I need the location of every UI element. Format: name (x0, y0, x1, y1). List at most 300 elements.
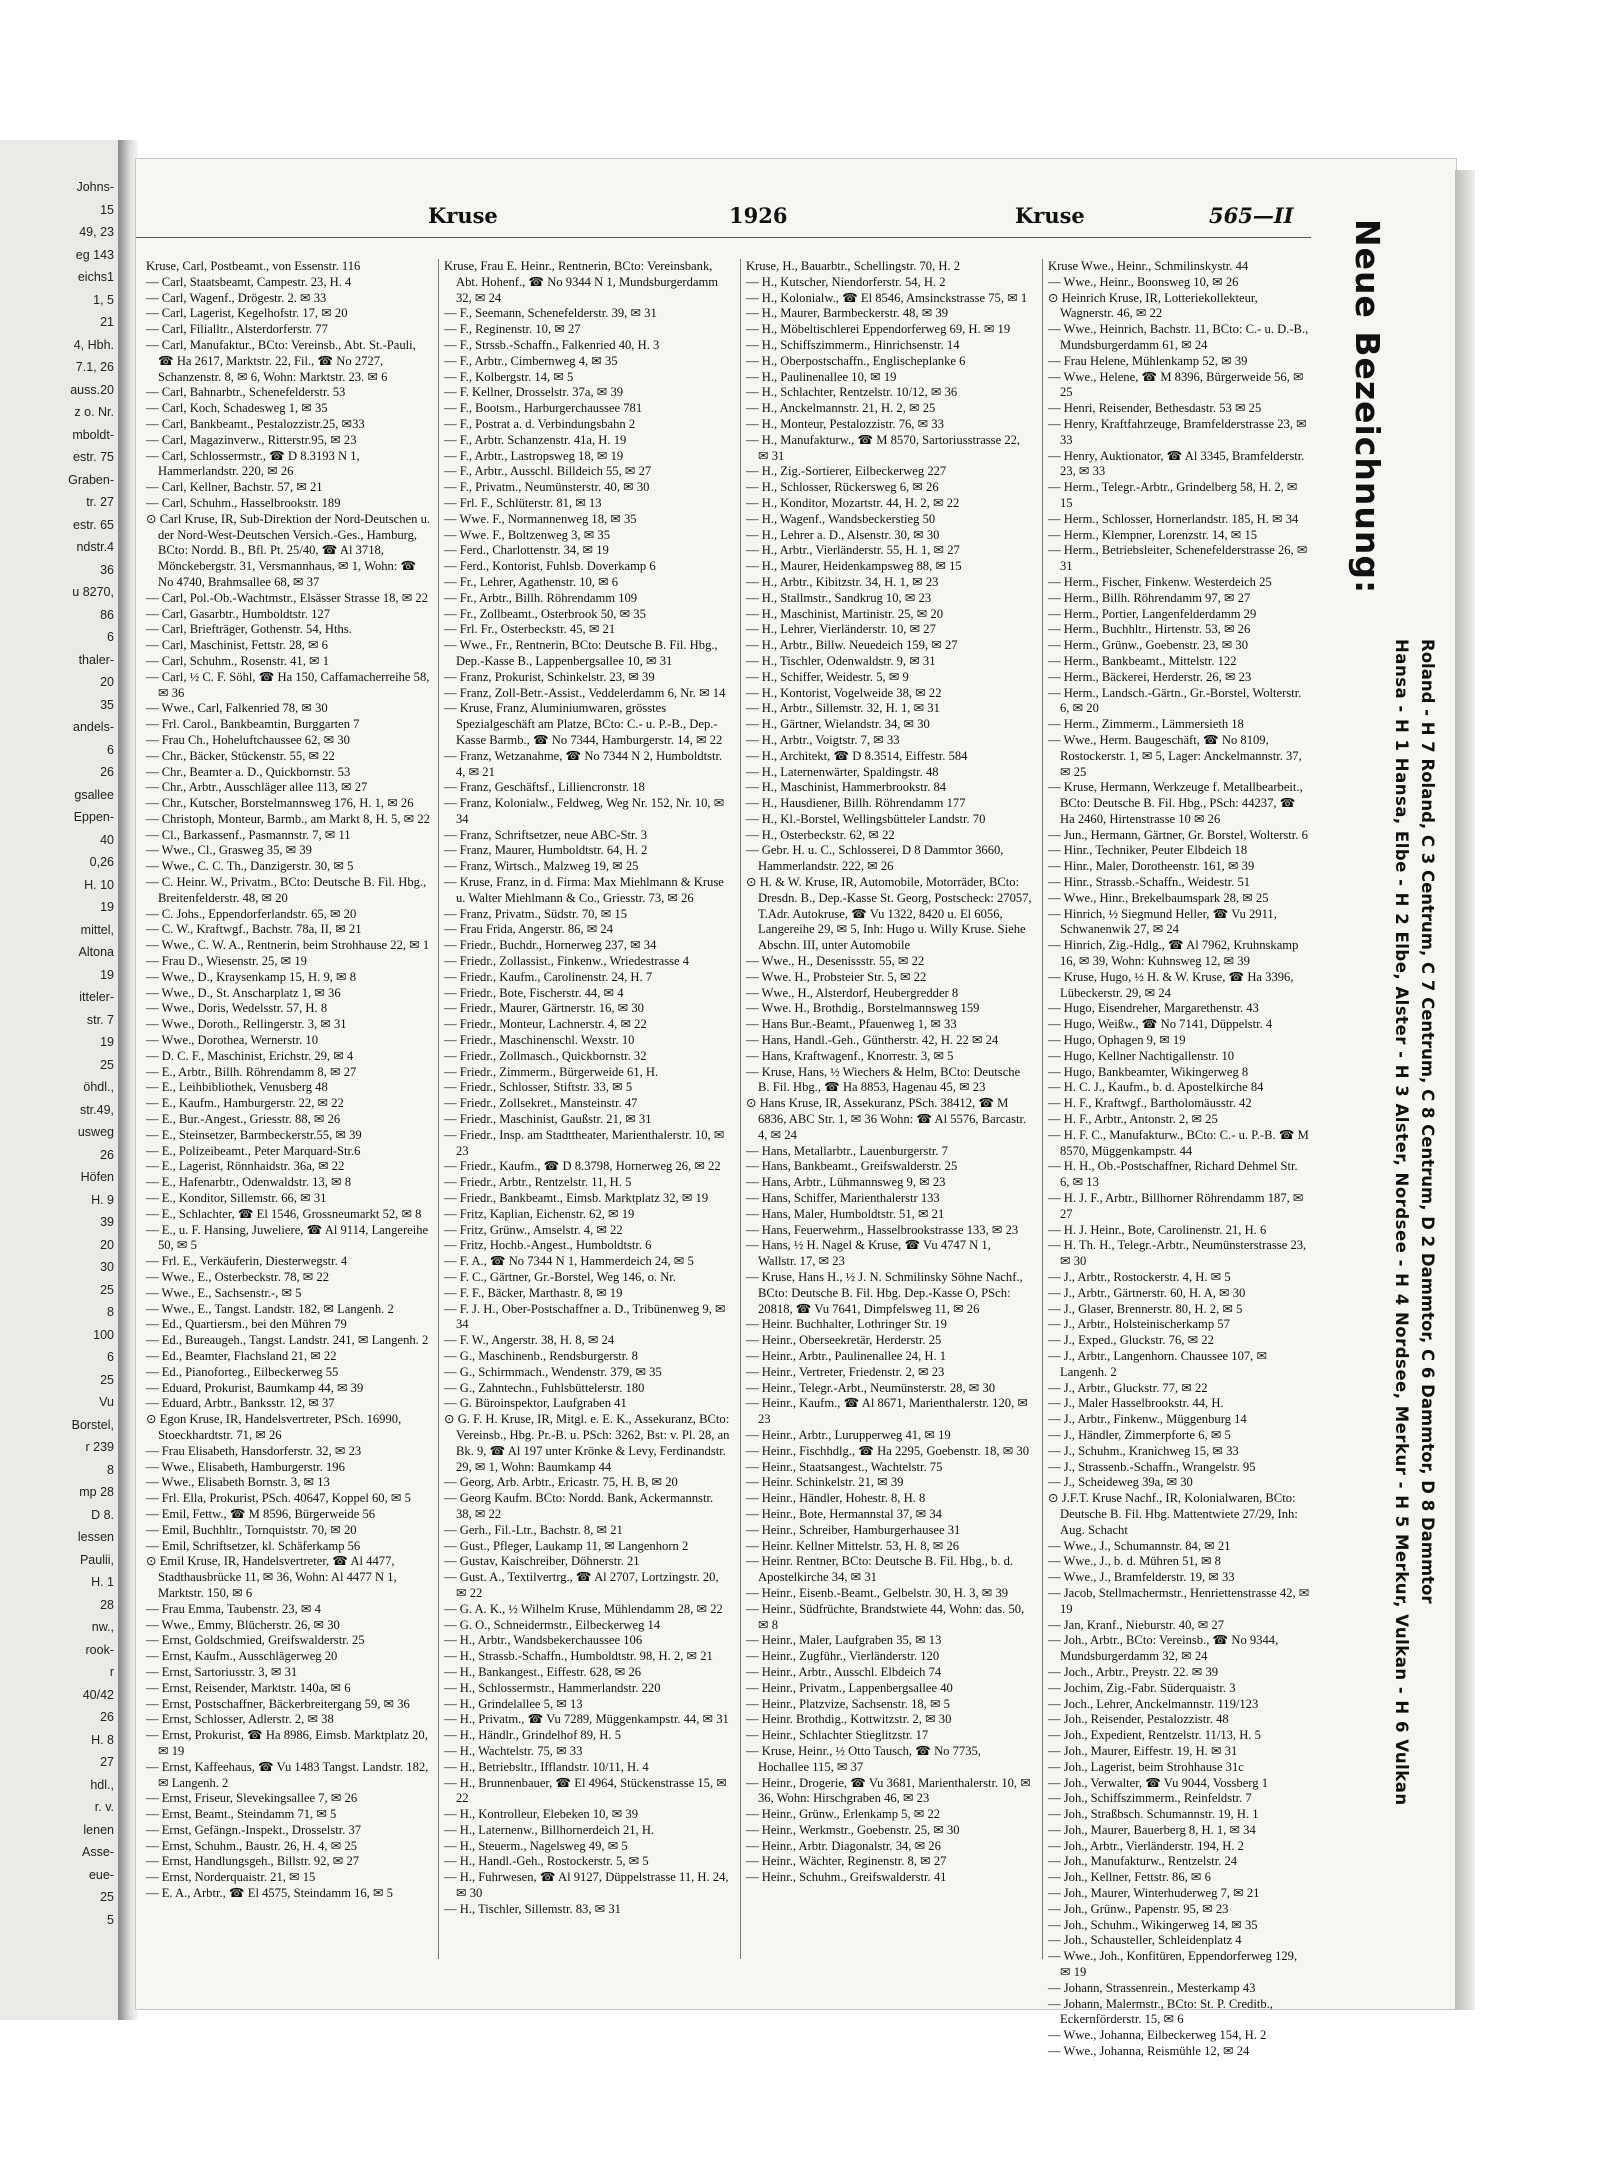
directory-entry: — H. Th. H., Telegr.-Arbtr., Neumünsterstrasse 23, ✉ 30 (1048, 1238, 1307, 1269)
left-page-line: thaler- (78, 652, 114, 667)
directory-entry: — H., Kl.-Borstel, Wellingsbütteler Landstr. 70 (746, 811, 986, 826)
directory-entry: — C. Heinr. W., Privatm., BCto: Deutsche B. Fil. Hbg., Breitenfelderstr. 48, ✉ 20 (146, 875, 427, 905)
directory-entry: — H., Oberpostschaffn., Englischeplanke 6 (746, 353, 966, 368)
directory-entry: — Franz, Schriftsetzer, neue ABC-Str. 3 (444, 827, 648, 842)
header-rule (136, 237, 1311, 238)
directory-entry: — Ferd., Charlottenstr. 34, ✉ 19 (444, 543, 609, 558)
directory-entry: — Wwe., J., Bramfelderstr. 19, ✉ 33 (1048, 1570, 1235, 1585)
left-page-line: H. 9 (91, 1192, 114, 1207)
directory-entry: ⊙ Heinrich Kruse, IR, Lotteriekollekteur, Wagnerstr. 46, ✉ 22 (1048, 290, 1258, 321)
directory-entry: — Carl, Schuhm., Hasselbrookstr. 189 (146, 495, 341, 510)
directory-entry: — Hans, Feuerwehrm., Hasselbrookstrasse 133, ✉ 23 (746, 1222, 1019, 1237)
directory-entry: — Heinr., Maler, Laufgraben 35, ✉ 13 (746, 1633, 942, 1648)
directory-entry: — Heinr., Grünw., Erlenkamp 5, ✉ 22 (746, 1807, 941, 1822)
directory-entry: — H., Privatm., ☎ Vu 7289, Müggenkampstr. 44, ✉ 31 (444, 1712, 729, 1727)
directory-entry: ⊙ G. F. H. Kruse, IR, Mitgl. e. E. K., Assekuranz, BCto: Vereinsb., Hbg. Pr.-B. u. PSch: 3262, Bst: v. Pl. 28, an Bk. 9, ☎ Al 197 unter Krönke & Levy, Ferdinandstr. 29, ✉ 1, Wohn: Baumkamp 44 (444, 1412, 730, 1474)
directory-entry: — Joh., Reisender, Pestalozzistr. 48 (1048, 1712, 1229, 1727)
directory-entry: — Ernst, Kaufm., Ausschlägerweg 20 (146, 1649, 338, 1664)
directory-entry: — Ernst, Norderquaistr. 21, ✉ 15 (146, 1870, 316, 1885)
left-page-line: estr. 65 (73, 517, 114, 532)
directory-entry: — Joh., Verwalter, ☎ Vu 9044, Vossberg 1 (1048, 1775, 1269, 1790)
left-page-line: str.49, (79, 1102, 114, 1117)
directory-entry: — H., Arbtr., Sillemstr. 32, H. 1, ✉ 31 (746, 701, 940, 716)
left-page-line: 20 (100, 675, 114, 689)
left-page-line: 26 (100, 1710, 114, 1724)
directory-entry: — G. O., Schneidermstr., Eilbeckerweg 14 (444, 1617, 661, 1632)
directory-entry: — H., Kontrolleur, Elebeken 10, ✉ 39 (444, 1807, 639, 1822)
directory-entry: — Chr., Kutscher, Borstelmannsweg 176, H. 1, ✉ 26 (146, 796, 414, 811)
directory-entry: — Ernst, Friseur, Slevekingsallee 7, ✉ 26 (146, 1791, 358, 1806)
directory-entry: — F. J. H., Ober-Postschaffner a. D., Tribünenweg 9, ✉ 34 (444, 1301, 726, 1332)
directory-entry: — Carl, Pol.-Ob.-Wachtmstr., Elsässer Strasse 18, ✉ 22 (146, 590, 429, 605)
directory-entry: — Wwe., Johanna, Reismühle 12, ✉ 24 (1048, 2044, 1250, 2059)
directory-entry: — Carl, Lagerist, Kegelhofstr. 17, ✉ 20 (146, 306, 348, 321)
directory-entry: — Hugo, Kellner Nachtigallenstr. 10 (1048, 1048, 1235, 1063)
directory-entry: — Frau D., Wiesenstr. 25, ✉ 19 (146, 954, 307, 969)
directory-entry: — Joh., Grünw., Papenstr. 95, ✉ 23 (1048, 1901, 1229, 1916)
left-page-line: Höfen (80, 1170, 114, 1184)
directory-entry: — H., Schiffer, Weidestr. 5, ✉ 9 (746, 669, 909, 684)
directory-entry: — F., Arbtr. Schanzenstr. 41a, H. 19 (444, 432, 627, 447)
directory-entry: — Carl, Briefträger, Gothenstr. 54, Hths. (146, 622, 352, 637)
directory-entry: — D. C. F., Maschinist, Erichstr. 29, ✉ 4 (146, 1048, 354, 1063)
directory-entry: — Friedr., Schlosser, Stiftstr. 33, ✉ 5 (444, 1080, 633, 1095)
directory-entry: — G. A. K., ½ Wilhelm Kruse, Mühlendamm 28, ✉ 22 (444, 1601, 723, 1616)
directory-entry: — J., Händler, Zimmerpforte 6, ✉ 5 (1048, 1427, 1231, 1442)
directory-entry: — Wwe., C. W. A., Rentnerin, beim Strohhause 22, ✉ 1 (146, 938, 430, 953)
directory-entry: — G., Schirmmach., Wendenstr. 379, ✉ 35 (444, 1364, 662, 1379)
left-page-line: eichs1 (77, 270, 114, 284)
directory-entry: — Friedr., Zollmasch., Quickbornstr. 32 (444, 1048, 647, 1063)
directory-entry: — Wwe., Heinrich, Bachstr. 11, BCto: C.- u. D.-B., Mundsburgerdamm 61, ✉ 24 (1048, 322, 1309, 352)
directory-entry: Kruse Wwe., Heinr., Schmilinskystr. 44 (1048, 259, 1249, 273)
directory-entry: — Fr., Arbtr., Billh. Röhrendamm 109 (444, 590, 638, 605)
directory-entry: — Joch., Arbtr., Preystr. 22. ✉ 39 (1048, 1664, 1219, 1679)
left-page-line: 40 (100, 832, 114, 847)
directory-entry: — Ernst, Schuhm., Baustr. 26, H. 4, ✉ 25 (146, 1838, 358, 1853)
left-page-line: 35 (100, 697, 114, 712)
directory-entry: — Frau Ch., Hoheluftchaussee 62, ✉ 30 (146, 732, 350, 747)
directory-entry: — Kruse, Heinr., ½ Otto Tausch, ☎ No 7735, Hochallee 115, ✉ 37 (746, 1743, 981, 1774)
directory-entry: — Hugo, Weißw., ☎ No 7141, Düppelstr. 4 (1048, 1017, 1273, 1032)
directory-entry: — Gebr. H. u. C., Schlosserei, D 8 Dammtor 3660, Hammerlandstr. 222, ✉ 26 (746, 843, 1004, 874)
directory-entry: — Hugo, Eisendreher, Margarethenstr. 43 (1048, 1001, 1259, 1016)
directory-entry: — Hugo, Bankbeamter, Wikingerweg 8 (1048, 1064, 1249, 1079)
directory-entry: — Heinr., Vertreter, Friedenstr. 2, ✉ 23 (746, 1364, 945, 1379)
directory-entry: — H., Arbtr., Voigtstr. 7, ✉ 33 (746, 732, 900, 747)
left-page-line: r (109, 1665, 114, 1679)
directory-entry: — E., Bur.-Angest., Griesstr. 88, ✉ 26 (146, 1112, 341, 1127)
directory-entry: — Ernst, Beamt., Steindamm 71, ✉ 5 (146, 1807, 337, 1822)
directory-entry: — Friedr., Insp. am Stadttheater, Marienthalerstr. 10, ✉ 23 (444, 1127, 725, 1158)
directory-entry: — F. F., Bäcker, Marthastr. 8, ✉ 19 (444, 1285, 623, 1300)
directory-entry: — Friedr., Zimmerm., Bürgerweide 61, H. (444, 1064, 659, 1079)
directory-entry: — H., Zig.-Sortierer, Eilbeckerweg 227 (746, 464, 947, 479)
left-page-line: 8 (107, 1462, 114, 1477)
directory-entry: — Emil, Schriftsetzer, kl. Schäferkamp 56 (146, 1538, 361, 1553)
directory-entry: — E., Konditor, Sillemstr. 66, ✉ 31 (146, 1191, 327, 1206)
directory-entry: — H., Laternenwärter, Spaldingstr. 48 (746, 764, 939, 779)
left-page-line: mittel, (80, 922, 114, 937)
directory-entry: — H., Arbtr., Billw. Neuedeich 159, ✉ 27 (746, 638, 958, 653)
left-page-line: 27 (100, 1755, 114, 1769)
directory-entry: Kruse, H., Bauarbtr., Schellingstr. 70, H. 2 (746, 259, 961, 273)
directory-entry: — Wwe., Emmy, Blücherstr. 26, ✉ 30 (146, 1617, 340, 1632)
directory-entry: ⊙ Hans Kruse, IR, Assekuranz, PSch. 38412, ☎ M 6836, ABC Str. 1, ✉ 36 Wohn: ☎ Al 5576, Barcastr. 4, ✉ 24 (746, 1096, 1027, 1142)
directory-entry: — F., Strssb.-Schaffn., Falkenried 40, H. 3 (444, 337, 660, 352)
directory-entry: — Gust. A., Textilvertrg., ☎ Al 2707, Lortzingstr. 20, ✉ 22 (444, 1570, 719, 1600)
directory-entry: — Heinr., Südfrüchte, Brandstwiete 44, Wohn: das. 50, ✉ 8 (746, 1601, 1025, 1632)
left-page-line: gsallee (74, 787, 114, 802)
left-page-line: Vu (99, 1395, 114, 1409)
directory-entry: — Joh., Straßbsch. Schumannstr. 19, H. 1 (1048, 1807, 1259, 1822)
directory-entry: — Joh., Schuhm., Wikingerweg 14, ✉ 35 (1048, 1917, 1258, 1932)
directory-entry: — Hans, ½ H. Nagel & Kruse, ☎ Vu 4747 N 1, Wallstr. 17, ✉ 23 (746, 1238, 991, 1269)
directory-entry: — H., Konditor, Mozartstr. 44, H. 2, ✉ 22 (746, 495, 960, 510)
directory-entry: — G., Zahntechn., Fuhlsbüttelerstr. 180 (444, 1380, 645, 1395)
directory-entry: — Ed., Quartiersm., bei den Mühren 79 (146, 1317, 347, 1332)
directory-entry: — Heinr., Wächter, Reginenstr. 8, ✉ 27 (746, 1854, 947, 1869)
directory-entry: — Wwe., Heinr., Boonsweg 10, ✉ 26 (1048, 274, 1239, 289)
directory-entry: — Ernst, Gefängn.-Inspekt., Drosselstr. 37 (146, 1822, 362, 1837)
column-3 (740, 259, 1032, 1959)
directory-entry: — Joh., Manufakturw., Rentzelstr. 24 (1048, 1854, 1238, 1869)
directory-entry: — Herm., Portier, Langenfelderdamm 29 (1048, 606, 1257, 621)
directory-entry: — Carl, Bahnarbtr., Schenefelderstr. 53 (146, 385, 346, 400)
directory-entry: — F. A., ☎ No 7344 N 1, Hammerdeich 24, ✉ 5 (444, 1254, 694, 1269)
directory-entry: — Kruse, Hans, ½ Wiechers & Helm, BCto: Deutsche B. Fil. Hbg., ☎ Ha 8853, Hagenau 45, ✉ 23 (746, 1064, 1021, 1095)
directory-entry: — Joh., Maurer, Eiffestr. 19, H. ✉ 31 (1048, 1743, 1238, 1758)
left-page-line: H. 8 (91, 1732, 114, 1747)
directory-entry: — Herm., Grünw., Goebenstr. 23, ✉ 30 (1048, 638, 1249, 653)
left-page-line: 6 (107, 742, 114, 757)
directory-entry: — H., Händlr., Grindelhof 89, H. 5 (444, 1728, 621, 1743)
left-page-line: z o. Nr. (74, 405, 114, 419)
directory-entry: — E., Arbtr., Billh. Röhrendamm 8, ✉ 27 (146, 1064, 357, 1079)
left-page-line: str. 7 (86, 1012, 114, 1027)
directory-entry: — H. J. F., Arbtr., Billhorner Röhrendamm 187, ✉ 27 (1048, 1191, 1304, 1221)
directory-entry: — Wwe., J., b. d. Mühren 51, ✉ 8 (1048, 1554, 1221, 1569)
left-page-line: ndstr.4 (76, 540, 114, 554)
directory-entry: — Joh., Expedient, Rentzelstr. 11/13, H. 5 (1048, 1728, 1261, 1743)
directory-entry: — Friedr., Zollassist., Finkenw., Wriedestrasse 4 (444, 954, 690, 969)
directory-entry: — Frl. Ella, Prokurist, PSch. 40647, Koppel 60, ✉ 5 (146, 1491, 411, 1506)
left-page-line: Eppen- (73, 810, 114, 824)
directory-entry: — J., Arbtr., Gärtnerstr. 60, H. A, ✉ 30 (1048, 1285, 1246, 1300)
directory-entry: — Herm., Buchhltr., Hirtenstr. 53, ✉ 26 (1048, 622, 1251, 637)
directory-entry: — Herm., Schlosser, Hornerlandstr. 185, H. ✉ 34 (1048, 511, 1299, 526)
side-title: Neue Bezeichnung: (1348, 219, 1387, 595)
left-page-line: estr. 75 (73, 450, 114, 464)
directory-entry: — Ed., Beamter, Flachsland 21, ✉ 22 (146, 1348, 337, 1363)
directory-entry: — Friedr., Monteur, Lachnerstr. 4, ✉ 22 (444, 1017, 647, 1032)
directory-entry: — H., Arbtr., Vierländerstr. 55, H. 1, ✉ 27 (746, 543, 960, 558)
directory-entry: — Friedr., Bankbeamt., Eimsb. Marktplatz 32, ✉ 19 (444, 1191, 709, 1206)
directory-entry: — Heinr., Staatsangest., Wachtelstr. 75 (746, 1459, 943, 1474)
left-page-line: lenen (83, 1822, 114, 1837)
directory-entry: — Johann, Malermstr., BCto: St. P. Creditb., Eckernförderstr. 15, ✉ 6 (1048, 1996, 1273, 2027)
directory-entry: — J., Maler Hasselbrookstr. 44, H. (1048, 1396, 1224, 1411)
left-page-line: 86 (100, 607, 114, 622)
directory-entry: — Henry, Auktionator, ☎ Al 3345, Bramfelderstr. 23, ✉ 33 (1048, 448, 1305, 479)
left-page-line: 0,26 (89, 855, 114, 869)
directory-entry: — Wwe., C. C. Th., Danzigerstr. 30, ✉ 5 (146, 859, 354, 874)
directory-entry: — Hans Bur.-Beamt., Pfauenweg 1, ✉ 33 (746, 1017, 957, 1032)
left-page-line: 49, 23 (79, 225, 114, 239)
directory-entry: — Herm., Fischer, Finkenw. Westerdeich 25 (1048, 574, 1272, 589)
left-page-line: Graben- (68, 472, 114, 487)
directory-entry: — Heinr. Schinkelstr. 21, ✉ 39 (746, 1475, 904, 1490)
directory-entry: — E., Lagerist, Rönnhaidstr. 36a, ✉ 22 (146, 1159, 345, 1174)
directory-entry: — Johann, Strassenrein., Mesterkamp 43 (1048, 1980, 1256, 1995)
left-page-line: 5 (107, 1912, 114, 1927)
left-page-line: auss.20 (70, 382, 114, 397)
left-page-line: itteler- (79, 990, 114, 1004)
directory-entry: — H., Wagenf., Wandsbeckerstieg 50 (746, 511, 936, 526)
column-4 (1042, 259, 1310, 2059)
directory-entry: — E., Leihbibliothek, Venusberg 48 (146, 1080, 328, 1095)
directory-entry: — H., Hausdiener, Billh. Röhrendamm 177 (746, 796, 966, 811)
left-page-line: eg 143 (75, 247, 114, 262)
directory-entry: — Herm., Klempner, Lorenzstr. 14, ✉ 15 (1048, 527, 1258, 542)
left-page-line: Borstel, (71, 1417, 114, 1432)
directory-entry: — Wwe., Dorothea, Wernerstr. 10 (146, 1033, 318, 1048)
directory-entry: — H., Schiffszimmerm., Hinrichsenstr. 14 (746, 337, 960, 352)
directory-entry: — Ed., Pianoforteg., Eilbeckerweg 55 (146, 1364, 339, 1379)
left-page-line: rook- (85, 1642, 114, 1657)
directory-entry: — H., Grindelallee 5, ✉ 13 (444, 1696, 583, 1711)
directory-entry: — Jun., Hermann, Gärtner, Gr. Borstel, Wolterstr. 6 (1048, 827, 1308, 842)
directory-entry: — Wwe., Elisabeth, Hamburgerstr. 196 (146, 1459, 345, 1474)
directory-entry: — H., Lehrer, Vierländerstr. 10, ✉ 27 (746, 622, 936, 637)
left-page-line: 26 (100, 1147, 114, 1162)
left-page-line: 25 (100, 1057, 114, 1072)
left-page-line: 30 (100, 1260, 114, 1274)
directory-entry: — H., Gärtner, Wielandstr. 34, ✉ 30 (746, 717, 930, 732)
directory-entry: — Heinr., Eisenb.-Beamt., Gelbelstr. 30, H. 3, ✉ 39 (746, 1585, 1009, 1600)
directory-entry: — Hugo, Ophagen 9, ✉ 19 (1048, 1033, 1186, 1048)
directory-entry: — Hans, Metallarbtr., Lauenburgerstr. 7 (746, 1143, 948, 1158)
directory-entry: — Friedr., Maurer, Gärtnerstr. 16, ✉ 30 (444, 1001, 644, 1016)
directory-entry: — Hinrich, ½ Siegmund Heller, ☎ Vu 2911, Schwanenwik 27, ✉ 24 (1048, 906, 1277, 937)
left-page-line: 39 (100, 1215, 114, 1229)
directory-entry: — H., Manufakturw., ☎ M 8570, Sartoriusstrasse 22, ✉ 31 (746, 432, 1021, 463)
left-page-line: r 239 (85, 1440, 114, 1454)
directory-entry: — Hans, Bankbeamt., Greifswalderstr. 25 (746, 1159, 958, 1174)
directory-entry: — Ed., Bureaugeh., Tangst. Landstr. 241, ✉ Langenh. 2 (146, 1333, 429, 1348)
directory-entry: — Heinr., Kaufm., ☎ Al 8671, Marienthalerstr. 120, ✉ 23 (746, 1396, 1028, 1427)
directory-entry: — H. F., Arbtr., Antonstr. 2, ✉ 25 (1048, 1112, 1218, 1127)
directory-entry: — H., Anckelmannstr. 21, H. 2, ✉ 25 (746, 401, 936, 416)
column-2 (438, 259, 730, 1959)
directory-entry: — Carl, Manufaktur., BCto: Vereinsb., Abt. St.-Pauli, ☎ Ha 2617, Marktstr. 22, Fil., ☎ No 2727, Schanzenstr. 8, ✉ 6, Wohn: Marktstr. 23. ✉ 6 (146, 337, 416, 384)
left-page-line: 25 (100, 1282, 114, 1297)
left-page-line: 25 (100, 1372, 114, 1387)
directory-entry: — Georg Kaufm. BCto: Nordd. Bank, Ackermannstr. 38, ✉ 22 (444, 1491, 714, 1521)
directory-entry: — Friedr., Buchdr., Hornerweg 237, ✉ 34 (444, 938, 657, 953)
directory-entry: — J., Strassenb.-Schaffn., Wrangelstr. 95 (1048, 1459, 1256, 1474)
directory-entry: — Ernst, Sartoriusstr. 3, ✉ 31 (146, 1664, 298, 1679)
directory-entry: — Franz, Geschäftsf., Lilliencronstr. 18 (444, 780, 645, 795)
directory-entry: — Hinr., Maler, Dorotheenstr. 161, ✉ 39 (1048, 859, 1255, 874)
directory-entry: — Frl. F., Schlüterstr. 81, ✉ 13 (444, 495, 602, 510)
directory-entry: — Ernst, Reisender, Marktstr. 140a, ✉ 6 (146, 1680, 351, 1695)
left-page-line: mp 28 (79, 1485, 114, 1499)
directory-entry: — Ernst, Goldschmied, Greifswalderstr. 25 (146, 1633, 365, 1648)
directory-entry: — Chr., Beamter a. D., Quickbornstr. 53 (146, 764, 351, 779)
directory-entry: — Heinr., Zugführ., Vierländerstr. 120 (746, 1649, 940, 1664)
directory-entry: — Friedr., Zollsekret., Mansteinstr. 47 (444, 1096, 638, 1111)
directory-entry: — Wwe., Johanna, Eilbeckerweg 154, H. 2 (1048, 2028, 1267, 2043)
directory-entry: — H., Maurer, Barmbeckerstr. 48, ✉ 39 (746, 306, 949, 321)
directory-entry: — Carl, Magazinverw., Ritterstr.95, ✉ 23 (146, 432, 357, 447)
left-page-line: 100 (93, 1327, 114, 1342)
directory-entry: — Kruse, Hans H., ½ J. N. Schmilinsky Söhne Nachf., BCto: Deutsche B. Fil. Hbg. Dep.-Kasse O, PSch: 20818, ☎ Vu 7641, Dimpfelsweg 11, ✉ 26 (746, 1270, 1023, 1316)
directory-entry: — Wwe., E., Osterbeckstr. 78, ✉ 22 (146, 1270, 330, 1284)
page-edge-shadow (1455, 170, 1475, 2010)
left-page-line: 19 (100, 967, 114, 982)
directory-entry: — Hinr., Strassb.-Schaffn., Weidestr. 51 (1048, 875, 1251, 890)
directory-entry: — Heinr., Oberseekretär, Herderstr. 25 (746, 1333, 942, 1348)
directory-entry: — Herm., Betriebsleiter, Schenefelderstrasse 26, ✉ 31 (1048, 543, 1308, 574)
directory-entry: — F., Arbtr., Lastropsweg 18, ✉ 19 (444, 448, 624, 463)
left-page-line: 25 (100, 1890, 114, 1904)
directory-entry: — Heinr., Arbtr., Lurupperweg 41, ✉ 19 (746, 1427, 951, 1442)
directory-entry: — Wwe., Herm. Baugeschäft, ☎ No 8109, Rostockerstr. 1, ✉ 5, Lager: Anckelmannstr. 37, ✉ 25 (1048, 732, 1302, 779)
directory-entry: — Frau Helene, Mühlenkamp 52, ✉ 39 (1048, 353, 1248, 368)
directory-entry: — Wwe., J., Schumannstr. 84, ✉ 21 (1048, 1538, 1231, 1553)
left-page-line: 28 (100, 1597, 114, 1612)
left-page-line: 19 (100, 1035, 114, 1049)
directory-entry: — H., Betriebsltr., Ifflandstr. 10/11, H. 4 (444, 1759, 649, 1774)
directory-entry: — H., Fuhrwesen, ☎ Al 9127, Düppelstrasse 11, H. 24, ✉ 30 (444, 1870, 729, 1901)
directory-entry: — J., Arbtr., Gluckstr. 77, ✉ 22 (1048, 1380, 1208, 1395)
directory-entry: — Ernst, Postschaffner, Bäckerbreitergang 59, ✉ 36 (146, 1696, 410, 1711)
left-page-line: 21 (100, 315, 114, 329)
directory-entry: — Gustav, Kaischreiber, Döhnerstr. 21 (444, 1554, 640, 1569)
left-page-line: lessen (77, 1530, 114, 1544)
header-year: 1926 (729, 203, 788, 228)
directory-entry: — H., Möbeltischlerei Eppendorferweg 69, H. ✉ 19 (746, 322, 1011, 337)
directory-entry: — Hans, Maler, Humboldtstr. 51, ✉ 21 (746, 1206, 945, 1221)
directory-entry: — Franz, Privatm., Südstr. 70, ✉ 15 (444, 906, 628, 921)
directory-entry: Kruse, Carl, Postbeamt., von Essenstr. 116 (146, 259, 361, 273)
directory-entry: — Heinr., Händler, Hohestr. 8, H. 8 (746, 1491, 926, 1506)
directory-entry: — H., Maschinist, Martinistr. 25, ✉ 20 (746, 606, 944, 621)
directory-entry: — J., Arbtr., Finkenw., Müggenburg 14 (1048, 1412, 1247, 1427)
directory-entry: — Kruse, Franz, in d. Firma: Max Miehlmann & Kruse u. Walter Miehlmann & Co., Griesstr. 73, ✉ 26 (444, 875, 724, 905)
directory-entry: — H., Kutscher, Niendorferstr. 54, H. 2 (746, 274, 946, 289)
left-page-line: H. 10 (84, 877, 114, 892)
directory-entry: — Wwe., E., Sachsenstr.-, ✉ 5 (146, 1285, 302, 1300)
left-page-line: mboldt- (72, 427, 114, 442)
left-page-line: eue- (88, 1867, 114, 1882)
directory-entry: — F. C., Gärtner, Gr.-Borstel, Weg 146, o. Nr. (444, 1270, 676, 1284)
directory-entry: — Carl, Schuhm., Rosenstr. 41, ✉ 1 (146, 653, 330, 668)
directory-entry: — Heinr. Rentner, BCto: Deutsche B. Fil. Hbg., b. d. Apostelkirche 34, ✉ 31 (746, 1554, 1014, 1585)
side-routes-line-2: Roland - H 7 Roland, C 3 Centrum, C 7 Centrum, C 8 Centrum, D 2 Dammtor, C 6 Dammtor, D 8 Dammtor (1418, 639, 1437, 1604)
directory-entry: — E., Kaufm., Hamburgerstr. 22, ✉ 22 (146, 1096, 344, 1111)
directory-entry: — Friedr., Maschinist, Gaußstr. 21, ✉ 31 (444, 1112, 652, 1127)
directory-entry: — Joh., Arbtr., BCto: Vereinsb., ☎ No 9344, Mundsburgerdamm 32, ✉ 24 (1048, 1633, 1279, 1664)
directory-entry: — H., Monteur, Pestalozzistr. 76, ✉ 33 (746, 416, 944, 431)
directory-entry: — Herm., Bäckerei, Herderstr. 26, ✉ 23 (1048, 669, 1252, 684)
directory-entry: — Joh., Maurer, Winterhuderweg 7, ✉ 21 (1048, 1886, 1260, 1901)
directory-entry: — Heinr., Schuhm., Greifswalderstr. 41 (746, 1870, 947, 1885)
directory-entry: — J., Arbtr., Rostockerstr. 4, H. ✉ 5 (1048, 1270, 1231, 1284)
directory-entry: — J., Schuhm., Kranichweg 15, ✉ 33 (1048, 1443, 1239, 1458)
directory-entry: — H., Architekt, ☎ D 8.3514, Eiffestr. 584 (746, 748, 968, 763)
left-page-line: D 8. (91, 1507, 114, 1522)
left-page-line: Johns- (76, 180, 114, 194)
directory-entry: — Heinr., Platzvize, Sachsenstr. 18, ✉ 5 (746, 1696, 950, 1711)
directory-entry: — Wwe., Carl, Falkenried 78, ✉ 30 (146, 701, 328, 716)
left-page-line: 8 (107, 1305, 114, 1319)
left-page-line: 40/42 (82, 1687, 114, 1702)
directory-entry: — Frl. Fr., Osterbeckstr. 45, ✉ 21 (444, 622, 616, 637)
directory-entry: — Carl, Wagenf., Drögestr. 2. ✉ 33 (146, 290, 327, 305)
directory-entry: — Eduard, Arbtr., Banksstr. 12, ✉ 37 (146, 1396, 335, 1411)
directory-entry: — Friedr., Bote, Fischerstr. 44, ✉ 4 (444, 985, 624, 1000)
left-page-line: 1, 5 (93, 292, 114, 307)
directory-entry: — F., Postrat a. d. Verbindungsbahn 2 (444, 416, 636, 431)
left-page-line: 7.1, 26 (75, 360, 114, 374)
directory-entry: — Carl, Filialltr., Alsterdorferstr. 77 (146, 322, 328, 337)
directory-entry: — Heinr. Buchhalter, Lothringer Str. 19 (746, 1317, 947, 1332)
side-margin-notice (1334, 219, 1454, 2019)
directory-entry: — Heinr., Schlachter Stieglitzstr. 17 (746, 1728, 929, 1743)
directory-entry: — Wwe., H., Alsterdorf, Heubergredder 8 (746, 985, 959, 1000)
directory-entry: ⊙ Carl Kruse, IR, Sub-Direktion der Nord-Deutschen u. der Nord-West-Deutschen Versich.-Ges., Hamburg, BCto: Nordd. B., Bfl. Pt. 25/40, ☎ Al 3718, Mönckebergstr. 31, Versmannhaus, ✉ 1, Wohn: ☎ No 4740, Brahmsallee 68, ✉ 37 (146, 511, 431, 589)
directory-entry: — H., Paulinenallee 10, ✉ 19 (746, 369, 897, 384)
directory-entry: — Hans, Arbtr., Lühmannsweg 9, ✉ 23 (746, 1175, 946, 1190)
directory-entry: — Herm., Zimmerm., Lämmersieth 18 (1048, 717, 1244, 732)
directory-entry: — H., Kontorist, Vogelweide 38, ✉ 22 (746, 685, 942, 700)
directory-entry: — Carl, Staatsbeamt, Campestr. 23, H. 4 (146, 274, 352, 289)
directory-entry: — Jacob, Stellmachermstr., Henriettenstrasse 42, ✉ 19 (1048, 1585, 1310, 1616)
directory-entry: — Wwe., Joh., Konfitüren, Eppendorferweg 129, ✉ 19 (1048, 1949, 1298, 1980)
directory-entry: — Frl. E., Verkäuferin, Diesterwegstr. 4 (146, 1254, 348, 1269)
directory-entry: — Carl, Gasarbtr., Humboldtstr. 127 (146, 606, 330, 621)
directory-entry: — H. C. J., Kaufm., b. d. Apostelkirche 84 (1048, 1080, 1264, 1095)
left-page-line: Asse- (82, 1845, 114, 1859)
directory-entry: — Heinr., Arbtr., Paulinenallee 24, H. 1 (746, 1348, 947, 1363)
directory-entry: — Herm., Billh. Röhrendamm 97, ✉ 27 (1048, 590, 1251, 605)
directory-entry: — Kruse, Franz, Aluminiumwaren, grösstes Spezialgeschäft am Platze, BCto: C.- u. P.-B., Dep.-Kasse Barmb., ☎ No 7344, Hamburgerstr. 14, ✉ 22 (444, 701, 723, 747)
left-page-line: 20 (100, 1237, 114, 1252)
directory-entry: — F., Arbtr., Cimbernweg 4, ✉ 35 (444, 353, 618, 368)
directory-entry: — H., Stallmstr., Sandkrug 10, ✉ 23 (746, 590, 932, 605)
directory-entry: — Emil, Fettw., ☎ M 8596, Bürgerweide 56 (146, 1506, 376, 1521)
directory-entry: — Hans, Kraftwagenf., Knorrestr. 3, ✉ 5 (746, 1048, 954, 1063)
left-page-line: öhdl., (83, 1080, 114, 1094)
directory-entry: — Heinr., Telegr.-Arbt., Neumünsterstr. 28, ✉ 30 (746, 1380, 996, 1395)
directory-entry: — E. A., Arbtr., ☎ El 4575, Steindamm 16, ✉ 5 (146, 1886, 393, 1901)
directory-entry: — H., Maschinist, Hammerbrookstr. 84 (746, 780, 947, 795)
directory-entry: — Heinr., Schreiber, Hamburgerhausee 31 (746, 1522, 961, 1537)
directory-entry: — E., Polizeibeamt., Peter Marquard-Str.6 (146, 1143, 361, 1158)
directory-entry: — Heinr., Arbtr., Ausschl. Elbdeich 74 (746, 1664, 942, 1679)
directory-entry: — Herm., Bankbeamt., Mittelstr. 122 (1048, 653, 1237, 668)
directory-entry: — H. J. Heinr., Bote, Carolinenstr. 21, H. 6 (1048, 1222, 1267, 1237)
directory-entry: — Carl, Schlossermstr., ☎ D 8.3193 N 1, Hammerlandstr. 220, ✉ 26 (146, 448, 360, 479)
directory-entry: — H., Arbtr., Kibitzstr. 34, H. 1, ✉ 23 (746, 574, 939, 589)
directory-entry: — H., Lehrer a. D., Alsenstr. 30, ✉ 30 (746, 527, 940, 542)
directory-entry: — F., Arbtr., Ausschl. Billdeich 55, ✉ 27 (444, 464, 652, 479)
directory-entry: — Heinr., Privatm., Lappenbergsallee 40 (746, 1680, 953, 1695)
directory-entry: — J., Arbtr., Langenhorn. Chaussee 107, ✉ Langenh. 2 (1048, 1348, 1268, 1379)
directory-entry: — H. F. C., Manufakturw., BCto: C.- u. P.-B. ☎ M 8570, Müggenkampstr. 44 (1048, 1127, 1309, 1158)
